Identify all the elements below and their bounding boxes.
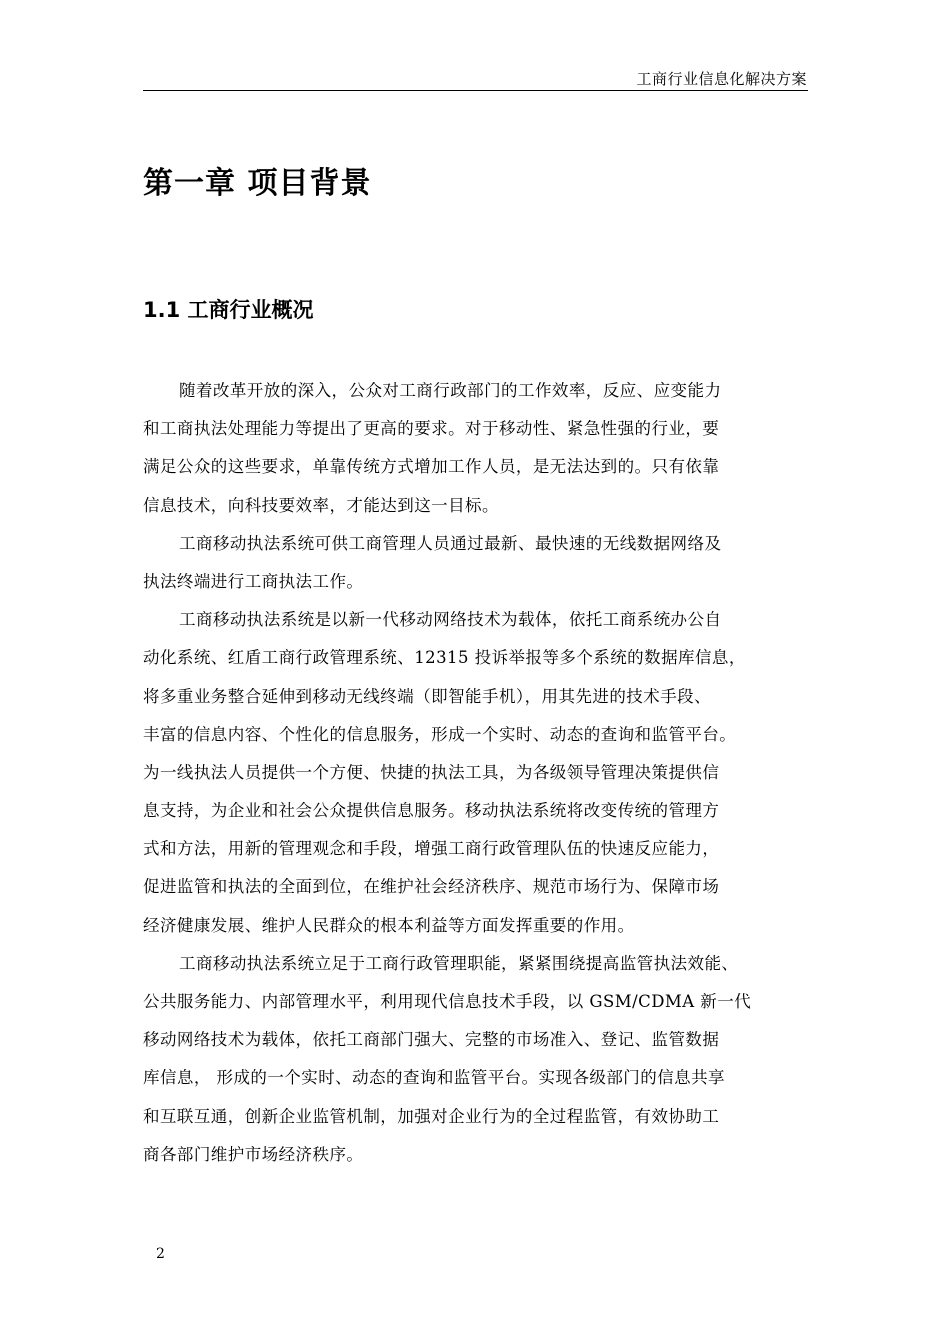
paragraph-line: 工商移动执法系统立足于工商行政管理职能，紧紧围绕提高监管执法效能、 [179, 953, 739, 973]
section-title: 1.1 工商行业概况 [143, 298, 314, 322]
page-number: 2 [156, 1246, 165, 1262]
paragraph-line: 信息技术，向科技要效率，才能达到这一目标。 [143, 495, 499, 515]
paragraph-line: 公共服务能力、内部管理水平，利用现代信息技术手段，以 GSM/CDMA 新一代 [143, 992, 752, 1011]
paragraph-line: 为一线执法人员提供一个方便、快捷的执法工具，为各级领导管理决策提供信 [143, 762, 720, 782]
paragraph-line: 经济健康发展、维护人民群众的根本利益等方面发挥重要的作用。 [143, 915, 635, 935]
paragraph-line: 和工商执法处理能力等提出了更高的要求。对于移动性、紧急性强的行业，要 [143, 419, 720, 439]
paragraph-line: 息支持，为企业和社会公众提供信息服务。移动执法系统将改变传统的管理方 [143, 801, 720, 821]
paragraph-line: 工商移动执法系统是以新一代移动网络技术为载体，依托工商系统办公自 [179, 610, 722, 630]
paragraph-line: 工商移动执法系统可供工商管理人员通过最新、最快速的无线数据网络及 [179, 533, 722, 553]
body-text [143, 372, 808, 1174]
chapter-title: 第一章 项目背景 [143, 166, 372, 201]
paragraph-line: 式和方法，用新的管理观念和手段，增强工商行政管理队伍的快速反应能力， [143, 839, 720, 859]
paragraph-line: 随着改革开放的深入，公众对工商行政部门的工作效率，反应、应变能力 [179, 381, 722, 400]
paragraph-line: 满足公众的这些要求，单靠传统方式增加工作人员，是无法达到的。只有依靠 [143, 457, 720, 477]
paragraph-line: 商各部门维护市场经济秩序。 [143, 1144, 364, 1164]
paragraph-line: 和互联互通，创新企业监管机制，加强对企业行为的全过程监管，有效协助工 [143, 1106, 720, 1126]
paragraph-line: 移动网络技术为载体，依托工商部门强大、完整的市场准入、登记、监管数据 [143, 1030, 720, 1050]
paragraph-line: 将多重业务整合延伸到移动无线终端（即智能手机），用其先进的技术手段、 [143, 686, 712, 706]
paragraph-line: 丰富的信息内容、个性化的信息服务，形成一个实时、动态的查询和监管平台。 [143, 724, 737, 744]
running-header: 工商行业信息化解决方案 [636, 70, 807, 88]
header-divider [143, 90, 808, 91]
paragraph-line: 促进监管和执法的全面到位，在维护社会经济秩序、规范市场行为、保障市场 [143, 877, 720, 897]
paragraph-line: 库信息， 形成的一个实时、动态的查询和监管平台。实现各级部门的信息共享 [143, 1068, 725, 1088]
paragraph-line: 动化系统、红盾工商行政管理系统、12315 投诉举报等多个系统的数据库信息， [143, 648, 746, 668]
paragraph-line: 执法终端进行工商执法工作。 [143, 571, 364, 591]
